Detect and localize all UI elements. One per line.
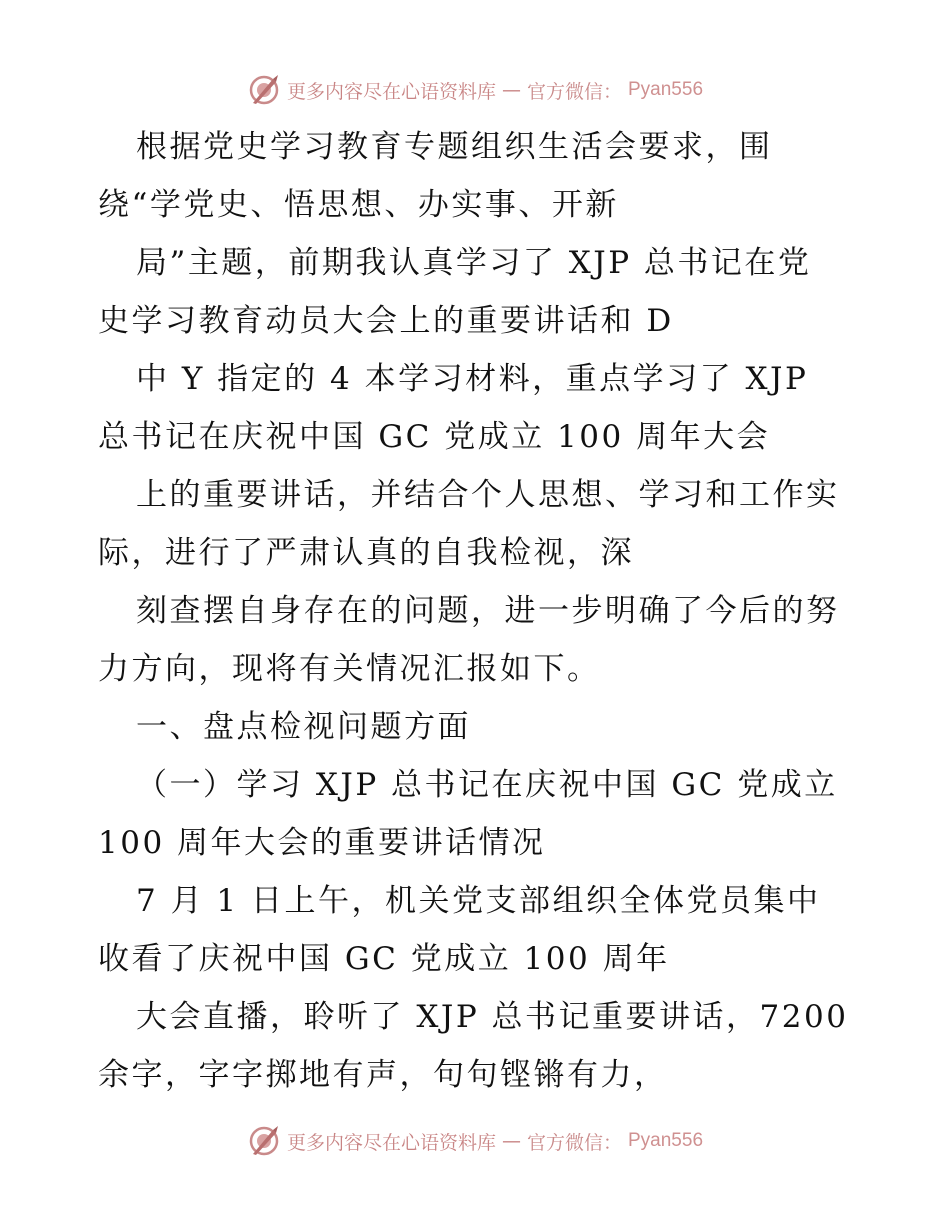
watermark-footer (0, 1119, 950, 1163)
watermark-contact-label: 官方微信： (526, 1131, 622, 1154)
watermark-separator: — (501, 1130, 521, 1152)
section-heading: 一、盘点检视问题方面 (136, 709, 471, 745)
text-line: 根据党史学习教育专题组织生活会要求，围 (136, 129, 773, 165)
subsection-heading-cont: 100 周年大会的重要讲话情况 (98, 825, 546, 861)
subsection-heading: （一）学习 XJP 总书记在庆祝中国 GC 党成立 (136, 767, 838, 803)
watermark-wechat-id: Pyan556 (628, 79, 704, 100)
document-body (98, 118, 878, 1104)
text-line: 局”主题，前期我认真学习了 XJP 总书记在党 (136, 245, 812, 281)
text-line: 刻查摆自身存在的问题，进一步明确了今后的努 (136, 593, 840, 629)
text-line: 力方向，现将有关情况汇报如下。 (98, 651, 601, 687)
quill-pen-logo-icon (247, 1124, 281, 1158)
text-line: 史学习教育动员大会上的重要讲话和 D (98, 303, 674, 339)
text-line: 7 月 1 日上午，机关党支部组织全体党员集中 (136, 883, 821, 919)
watermark-slogan: 更多内容尽在心语资料库 (286, 1131, 496, 1154)
watermark-slogan: 更多内容尽在心语资料库 (286, 80, 496, 103)
watermark-contact-label: 官方微信： (526, 80, 622, 103)
text-line: 余字，字字掷地有声，句句铿锵有力， (98, 1057, 668, 1093)
text-line: 上的重要讲话，并结合个人思想、学习和工作实 (136, 477, 840, 513)
text-line: 际，进行了严肃认真的自我检视，深 (98, 535, 634, 571)
text-line: 大会直播，聆听了 XJP 总书记重要讲话，7200 (136, 999, 849, 1035)
watermark-header (0, 68, 950, 112)
watermark-separator: — (501, 79, 521, 101)
text-line: 中 Y 指定的 4 本学习材料，重点学习了 XJP (136, 361, 809, 397)
text-line: 绕“学党史、悟思想、办实事、开新 (98, 187, 619, 223)
watermark-wechat-id: Pyan556 (628, 1130, 704, 1151)
text-line: 总书记在庆祝中国 GC 党成立 100 周年大会 (98, 419, 771, 455)
text-line: 收看了庆祝中国 GC 党成立 100 周年 (98, 941, 670, 977)
quill-pen-logo-icon (247, 73, 281, 107)
